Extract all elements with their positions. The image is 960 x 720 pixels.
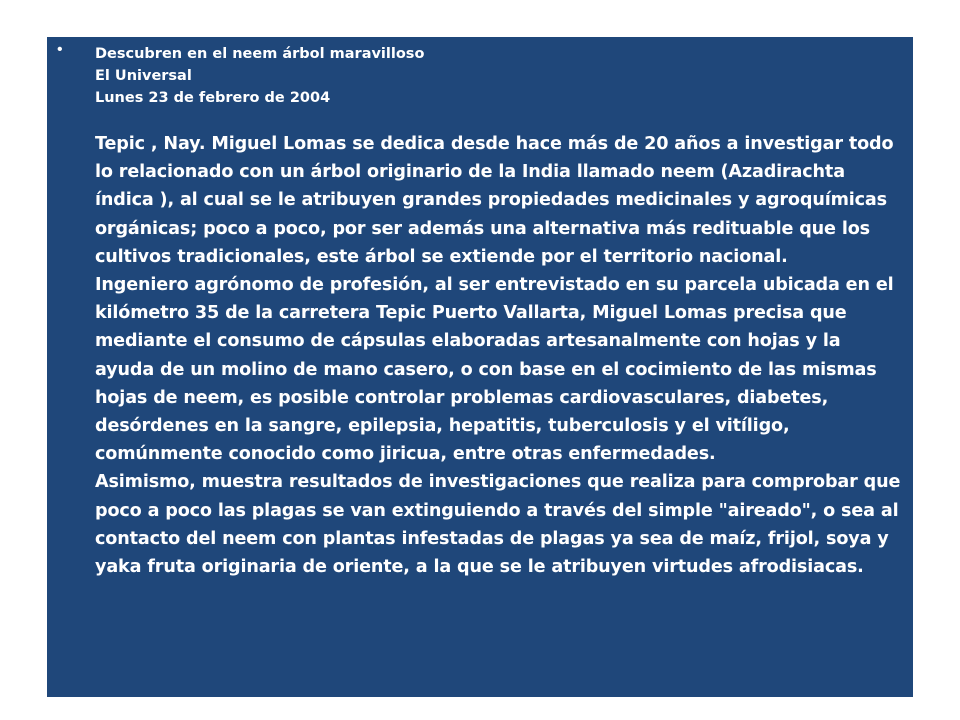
body-line: mediante el consumo de cápsulas elaboradas artesanalmente con hojas y la: [95, 331, 841, 352]
body-line: ayuda de un molino de mano casero, o con base en el cocimiento de las mismas: [95, 359, 877, 380]
article-headline: Descubren en el neem árbol maravilloso: [95, 46, 425, 62]
body-line: kilómetro 35 de la carretera Tepic Puerto Vallarta, Miguel Lomas precisa que: [95, 303, 847, 324]
body-line: Tepic , Nay. Miguel Lomas se dedica desde hace más de 20 años a investigar todo: [95, 134, 894, 154]
article-source: El Universal: [95, 68, 192, 84]
article-body: [95, 130, 909, 581]
spacer: [95, 109, 909, 130]
body-line: desórdenes en la sangre, epilepsia, hepatitis, tuberculosis y el vitíligo,: [95, 416, 790, 437]
body-line: comúnmente conocido como jiricua, entre otras enfermedades.: [95, 444, 716, 465]
body-line: contacto del neem con plantas infestadas de plagas ya sea de maíz, frijol, soya y: [95, 528, 889, 549]
body-line: Ingeniero agrónomo de profesión, al ser entrevistado en su parcela ubicada en el: [95, 275, 894, 296]
body-line: hojas de neem, es posible controlar problemas cardiovasculares, diabetes,: [95, 387, 829, 408]
article-date: Lunes 23 de febrero de 2004: [95, 90, 331, 106]
bullet-icon: •: [57, 41, 63, 58]
slide-panel: [47, 37, 913, 697]
body-line: lo relacionado con un árbol originario de la India llamado neem (Azadirachta: [95, 162, 845, 183]
article-content: [95, 43, 909, 581]
body-line: yaka fruta originaria de oriente, a la que se le atribuyen virtudes afrodisiacas.: [95, 557, 864, 578]
body-line: orgánicas; poco a poco, por ser además una alternativa más redituable que los: [95, 218, 870, 239]
body-line: Asimismo, muestra resultados de investigaciones que realiza para comprobar que: [95, 472, 901, 493]
body-line: poco a poco las plagas se van extinguiendo a través del simple "aireado", o sea al: [95, 500, 899, 521]
body-line: índica ), al cual se le atribuyen grandes propiedades medicinales y agroquímicas: [95, 190, 887, 211]
body-line: cultivos tradicionales, este árbol se extiende por el territorio nacional.: [95, 246, 788, 267]
